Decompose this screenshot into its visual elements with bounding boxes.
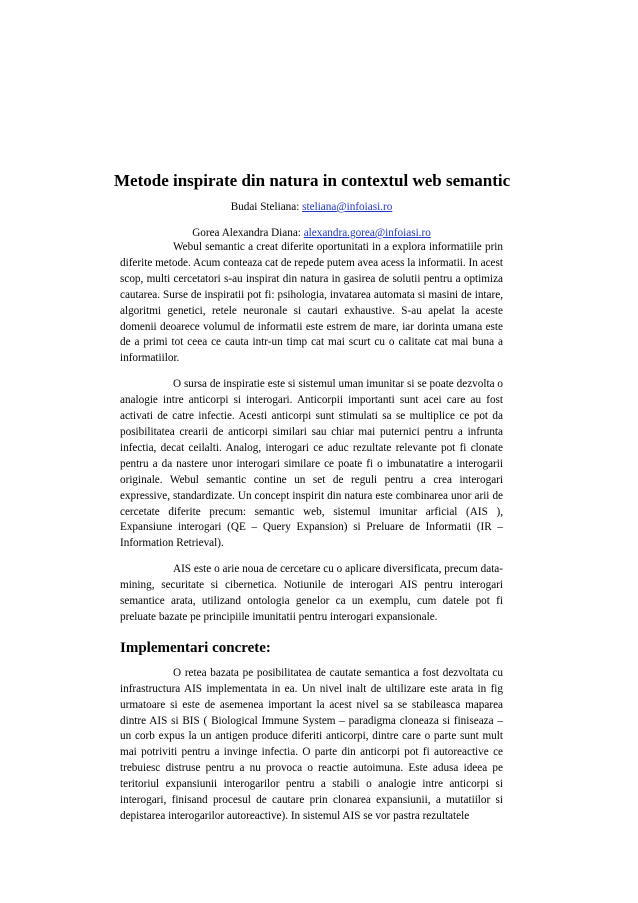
author-email-link[interactable]: steliana@infoiasi.ro (302, 201, 393, 213)
ais-paragraph: AIS este o arie noua de cercetare cu o aplicare diversificata, precum data-mining, securitate si cibernetica. Notiunile de interogari AIS pentru interogari semantice arata, utilizand ontologia genelor ca un exemplu, cum datele pot fi preluate bazate pe principiile imunitatii pentru interogari expansionale. (120, 563, 503, 623)
author-email-link[interactable]: alexandra.gorea@infoiasi.ro (303, 227, 431, 239)
author-line-1 (120, 200, 503, 214)
author-name: Gorea Alexandra Diana: (192, 227, 301, 239)
section-heading: Implementari concrete: (120, 639, 271, 656)
section-paragraph: O retea bazata pe posibilitatea de cautate semantica a fost dezvoltata cu infrastructura AIS implementata in ea. Un nivel inalt de ultilizare este arata in fig urmatoare si este de asemenea important la acest nivel sa se stabileasca maparea dintre AIS si BIS ( Biological Immune System – paradigma cloneaza si finiseaza – un corb expus la un antigen produce diferiti anticorpi, dintre care o parte sunt mult mai potriviti pentru a invinge infectia. O parte din anticorpi pot fi autoreactive ce trebuiesc distruse pentru a nu provoca o reactie autoimuna. Este adusa ideea pe teritoriul expansiunii interogarilor pentru a stabili o analogie intre anticorpi si interogari, finisand procesul de cautare prin clonarea expansiunii, a mutatiilor si depistarea interogarilor autoreactive). In sistemul AIS se vor pastra rezultatele (120, 666, 503, 822)
document-title: Metode inspirate din natura in contextul web semantic (114, 171, 511, 190)
intro-paragraph: Webul semantic a creat diferite oportunitati in a explora informatiile prin diferite metode. Acum conteaza cat de repede putem avea acess la informatii. In acest scop, multi cercetatori s-au inspirat din natura in gasirea de solutii pentru a optimiza cautarea. Surse de inspiratii pot fi: psihologia, invatarea automata si masini de intare, algoritmi genetici, retele neuronale si cautari exhaustive. S-au apelat la aceste domenii deoarece volumul de informatii este estrem de mare, iar dorinta umana este de a primi tot ceea ce cauta intr-un timp cat mai scurt cu o calitate cat mai buna a informatiilor. (120, 241, 503, 365)
document-content (114, 170, 511, 825)
author-line-2 (120, 226, 503, 240)
immune-analogy-paragraph: O sursa de inspiratie este si sistemul uman imunitar si se poate dezvolta o analogie intre anticorpi si interogari. Anticorpii importanti sunt acei care au fost activati de catre infectie. Acesti anticorpi sunt stimulati sa se multiplice ce pot da posibilitatea crearii de anticorpi similari sau chiar mai puternici pentru a infrunta infectia, decat ceilalti. Analog, interogari ce aduc rezultate relevante pot fi clonate pentru a da nastere unor interogari similare ce poate fi o imbunatatire a interogarii originale. Webul semantic contine un set de reguli pentru a crea interogari expressive, standardizate. Un concept inspirit din natura este combinarea unor arii de cercetate diferite precum: semantic web, sistemul imunitar arficial (AIS ), Expansiune interogari (QE – Query Expansion) si Preluare de Informatii (IR – Information Retrieval). (120, 378, 503, 550)
author-name: Budai Steliana: (230, 201, 300, 213)
